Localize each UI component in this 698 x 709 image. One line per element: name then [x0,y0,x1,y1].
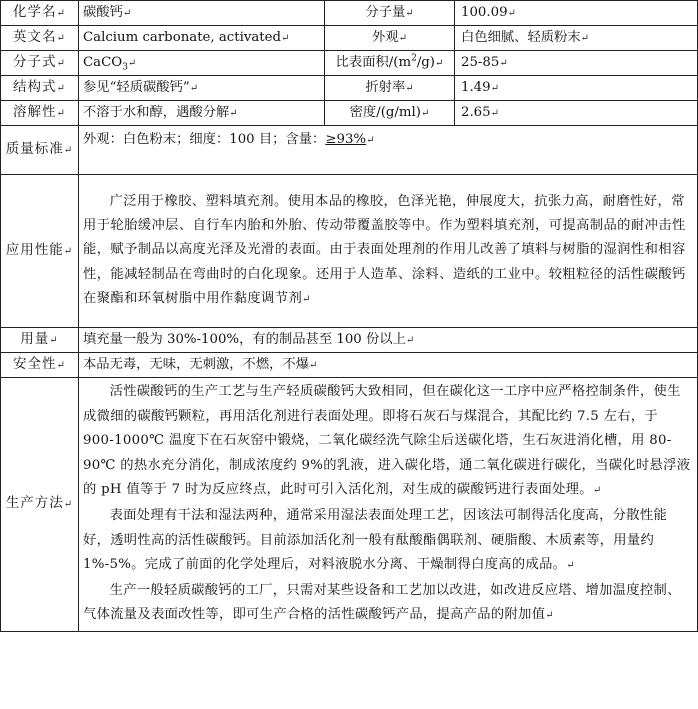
application-label: 应用性能↵ [1,175,79,328]
production-paragraph-2: 表面处理有干法和湿法两种，通常采用湿法表面处理工艺，因该法可制得活化度高，分散性能好，透明性高的活性碳酸钙。目前添加活化剂一般有酞酸酯偶联剂、硬脂酸、木质素等，用量约 1%-5%。完成了前面的化学处理后，对料液脱水分离、干燥制得白度高的成品。↵ [83,507,668,573]
row-molecular-formula [1,51,698,76]
production-paragraph-3: 生产一般轻质碳酸钙的工厂，只需对某些设备和工艺加以改进，如改进反应塔、增加温度控制、气体流量及表面改性等，即可生产合格的活性碳酸钙产品，提高产品的附加值↵ [83,582,681,623]
solubility-value: 不溶于水和醇，遇酸分解↵ [79,101,325,126]
english-name-value: Calcium carbonate, activated↵ [79,26,325,51]
row-production-method [1,378,698,632]
density-label: 密度/(g/ml)↵ [325,101,455,126]
chemical-name-value: 碳酸钙↵ [79,1,325,26]
molecular-formula-label: 分子式↵ [1,51,79,76]
safety-value: 本品无毒，无味，无刺激，不燃，不爆↵ [79,353,698,378]
row-quality-standard [1,126,698,175]
row-chemical-name [1,1,698,26]
row-dosage [1,328,698,353]
safety-label: 安全性↵ [1,353,79,378]
molecular-weight-label: 分子量↵ [325,1,455,26]
production-method-value [79,378,698,632]
english-name-label: 英文名↵ [1,26,79,51]
appearance-label: 外观↵ [325,26,455,51]
row-english-name [1,26,698,51]
row-safety [1,353,698,378]
molecular-formula-value: CaCO$_3$↵ [79,51,325,76]
production-method-label: 生产方法↵ [1,378,79,632]
chemical-name-label: 化学名↵ [1,1,79,26]
density-value: 2.65↵ [455,101,698,126]
row-application [1,175,698,328]
appearance-value: 白色细腻、轻质粉末↵ [455,26,698,51]
refractive-index-value: 1.49↵ [455,76,698,101]
specific-surface-area-value: 25-85↵ [455,51,698,76]
row-solubility [1,101,698,126]
solubility-label: 溶解性↵ [1,101,79,126]
molecular-weight-value: 100.09↵ [455,1,698,26]
structural-formula-label: 结构式↵ [1,76,79,101]
specific-surface-area-label: 比表面积$/(m^2/g)↵$ [325,51,455,76]
refractive-index-label: 折射率↵ [325,76,455,101]
structural-formula-value: 参见“轻质碳酸钙”↵ [79,76,325,101]
quality-standard-label: 质量标准↵ [1,126,79,175]
application-value: 广泛用于橡胶、塑料填充剂。使用本品的橡胶，色泽光艳，伸展度大，抗张力高，耐磨性好，常用于轮胎缓冲层、自行车内胎和外胎、传动带覆盖胶等中。作为塑料填充剂，可提高制品的耐冲击性能，赋予制品以高度光泽及光滑的表面。由于表面处理剂的作用儿改善了填料与树脂的湿润性和相容性，能减轻制品在弯曲时的白化现象。还用于人造革、涂料、造纸的工业中。较粗粒径的活性碳酸钙在聚酯和环氧树脂中用作黏度调节剂↵ [79,175,698,328]
dosage-value: 填充量一般为 30%-100%，有的制品甚至 100 份以上↵ [79,328,698,353]
dosage-label: 用量↵ [1,328,79,353]
production-paragraph-1: 活性碳酸钙的生产工艺与生产轻质碳酸钙大致相同，但在碳化这一工序中应严格控制条件，使生成微细的碳酸钙颗粒，再用活化剂进行表面处理。即将石灰石与煤混合，其配比约 7.5 左右，于 900-1000℃ 温度下在石灰窑中锻烧，二氧化碳经洗气除尘后送碳化塔，生石灰进消化槽，用 80-90℃ 的热水充分消化，制成浓度约 9%的乳液，进入碳化塔，通二氧化碳进行碳化，当碳化时悬浮液的 pH 值等于 7 时为反应终点，此时可引入活化剂，对生成的碳酸钙进行表面处理。↵ [83,384,691,498]
row-structural-formula [1,76,698,101]
quality-standard-value: 外观：白色粉末；细度：100 目；含量：≥93%↵ [79,126,698,175]
